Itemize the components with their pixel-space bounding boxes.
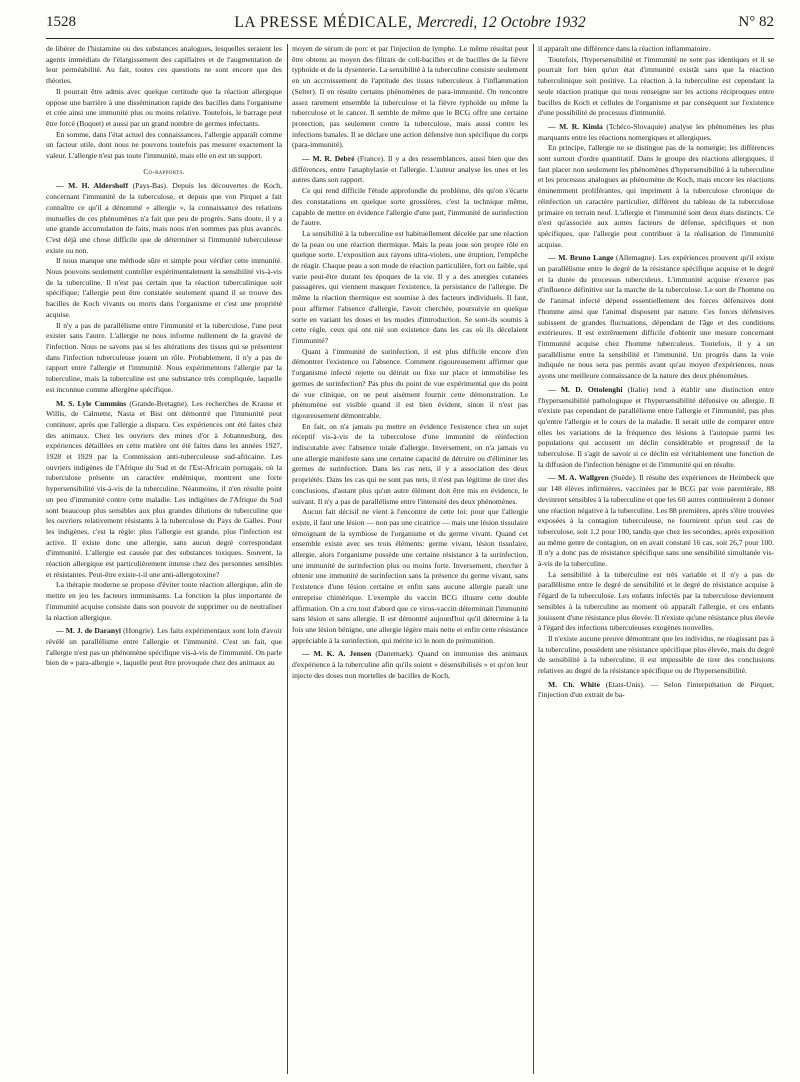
speaker-paragraph: [538, 680, 774, 701]
paragraph-text: Il pourrait être admis avec quelque certitude que la réaction allergique oppose une barrière à une dissémination rapide des bacilles dans l'organisme et crée ainsi une immunité plus ou moins relative. Toutefois, le barrage peut être forcé (Boquet) et aussi par un grand nombre de germes infectants.: [46, 86, 282, 128]
paragraph-text: Ce qui rend difficile l'étude approfondie du problème, dès qu'on s'écarte des constatations en quelque sorte grossières, c'est la technique même, capable de mettre en évidence l'allergie d'une part, l'immunité de surinfection de l'autre.: [292, 186, 528, 228]
speaker-paragraph: [46, 181, 282, 256]
issue-number: N° 82: [738, 14, 774, 30]
paragraph-text: (Tchéco-Slovaquie) analyse les phénomènes les plus marquants entre les réactions nomergiques et allergiques.: [538, 121, 774, 142]
column-rule: [533, 44, 534, 1074]
body-paragraph: [538, 570, 774, 634]
text-column-1: [46, 44, 282, 1074]
speaker-name: M. Ch. White: [548, 679, 600, 689]
paragraph-text: il apparaît une différence dans la réaction inflammatoire.: [538, 44, 711, 53]
paragraph-text: Il n'existe aucune preuve démontrant que les individus, ne réagissant pas à la tuberculine, possèdent une résistance spécifique plus élevée, mais du degré de sensibilité à la tuberculine, il est impossible de tirer des conclusions relatives au degré de la résistance spécifique ou de l'hypersensibilité.: [538, 633, 774, 676]
paragraph-text: (Suède). Il résulte des expériences de Heimbeck que sur 148 élèves infirmières, vaccinées par le BCG par voie parentérale, 88 devinrent sensibles à la tuberculine et que les 60 autres continuèrent à donner une réaction négative à la tuberculine. Les 88 premières, après s'être trouvées exposées à la contagion tuberculeuse, ne fournirent qu'un seul cas de tuberculose, soit 1,2 pour 100, tandis que chez les secondes, après exposition au même genre de contagion, on en avait constaté 16 cas, soit 26,7 pour 100. Il n'y a donc pas de résistance spécifique sans une sensibilité simultanée vis-à-vis de la tuberculine.: [538, 473, 774, 569]
body-paragraph: [292, 507, 528, 646]
speaker-name: — M. H. Aldershoff: [56, 181, 129, 191]
text-column-3: [538, 44, 774, 1074]
paragraph-text: Il n'y a pas de parallélisme entre l'immunité et la tuberculose, l'une peut exister sans l'autre. L'allergie ne nous informe nullement de la gravité de l'infection. Nous ne savons pas si les altérations des tissus qui se présentent dans l'infection tuberculeuse jouent un rôle. Probablement, il n'y a pas de rapport entre l'allergie et l'immunité. Nous expérimentons l'allergie par la tuberculine, mais la tuberculine est une substance très compliquée, laquelle est inconnue comme allergène spécifique.: [46, 320, 282, 394]
speaker-name: M. S. Lyle Cummins: [56, 398, 127, 408]
paragraph-text: (Italie) tend à établir une distinction entre l'hypersensibilité pathologique et l'hypersensibilité défensive ou allergie. Il n'existe pas cependant de parallélisme entre l'allergie et l'immunité, pas plus qu'entre l'allergie et le cours de la maladie. Il serait utile de comparer entre elles les variations de la fréquence des lésions à l'autopsie parmi les populations qui accusent un déclin considérable et progressif de la tuberculose. Il s'agit de savoir si ce déclin est véritablement une fonction de la diffusion de l'infection bénigne et de l'immunité qui en résulte.: [538, 384, 774, 469]
paragraph-text: de libérer de l'histamine ou des substances analogues, lesquelles seraient les agents immédiats de l'élargissement des capillaires et de l'augmentation de leur perméabilité. Au fait, toutes ces questions ne sont encore que des théories.: [46, 44, 282, 86]
body-paragraph: [292, 186, 528, 229]
paragraph-text: En fait, on n'a jamais pu mettre en évidence l'existence chez un sujet réceptif vis-à-vis de la tuberculose d'une immunité de réinfection indiscutable avec l'absence totale d'allergie. Inversement, on n'a jamais vu une allergie manifeste sans une certaine capacité de détruire ou d'éliminer les germes de surinfection. Dans les cas nets, il y a association des deux propriétés. Dans les cas qui ne sont pas nets, il n'est pas légitime de tirer des conclusions, d'autant plus qu'un autre élément doit être mis en évidence, le suivant. Il n'y a pas de parallélisme entre l'intensité des deux phénomènes.: [292, 421, 528, 506]
paragraph-text: (Allemagne). Les expériences prouvent qu'il existe un parallélisme entre le degré de la résistance spécifique acquise et le degré et la durée du processus tuberculeux. L'immunité acquise n'exerce pas d'influence définitive sur la marche de la tuberculose. Le sort de l'homme ou de l'animal infecté dépend essentiellement des forces défensives dont l'homme ainsi que l'animal disposent par nature. Ces forces défensives subissent de grandes fluctuations, dépendant de l'âge et des conditions extérieures. Il est extrêmement difficile d'obtenir une mesure concernant l'immunité acquise chez l'homme tuberculeux. Toutefois, il y a un parallélisme entre la sensibilité et l'immunité. Un progrès dans la voie indiquée ne nous sera pas permis avant qu'au moyen d'expériences, nous ayons une meilleure connaissance de la nature des deux phénomènes.: [538, 253, 774, 381]
body-paragraph: [46, 44, 282, 87]
speaker-paragraph: [538, 473, 774, 569]
paragraph-text: En principe, l'allergie ne se distingue pas de la nomergie; les différences sont surtout d'ordre quantitatif. Dans le groupe des réactions allergiques, il faut placer non seulement les phénomènes d'hypersensibilité à la tuberculine et les processus analogues au phénomène de Koch, mais encore les réactions éminemment proliférantes, qui impriment à la tuberculose chronique de réinfection un caractère particulier, différent du tableau de la tuberculose primaire en terrain neuf. L'allergie et l'immunité sont deux états distincts. Ce n'est qu'associée aux autres facteurs de défense, spécifiques et non spécifiques, que l'allergie peut contribuer à la réalisation de l'immunité acquise.: [538, 143, 774, 249]
body-paragraph: [538, 55, 774, 119]
body-paragraph: [292, 347, 528, 422]
speaker-name: — M. D. Ottolenghi: [548, 384, 623, 394]
body-paragraph: [292, 422, 528, 508]
paragraph-text: (Grande-Bretagne). Les recherches de Krause et Willis, de Calmette, Nasta et Bist ont démontré que l'immunité peut continuer, après que l'allergie a disparu. Ces expériences ont été faites chez des animaux. Chez les ouvriers des mines d'or à Johannesburg, des expériences détaillées en cette matière ont été faites dans les années 1927, 1928 et 1929 par la Commission anti-tuberculeuse sud-africaine. Les ouvriers indigènes de l'Afrique du Sud et de l'Est-Africain portugais, où la tuberculose présente un caractère endémique, montrent une forte hypersensibilité vis-à-vis de la tuberculine. Néanmoins, il n'en résulte point un peu d'immunité contre cette maladie. Les indigènes de l'Afrique du Sud sont beaucoup plus sensibles aux plus grandes dilutions de tuberculine que les ouvriers relativement résistants à la tuberculose du Pays de Galles. Pour les indigènes, c'est la règle: plus l'allergie est grande, plus l'infection est active. Il existe donc une allergie, sans aucun degré correspondant d'immunité. L'allergie est causée par des substances toxiques. Souvent, la réaction allergique est particulièrement intense chez des personnes sensibles et résistantes. Peut-être existe-t-il une anti-allergotoxine?: [46, 398, 282, 579]
paragraph-text: La sensibilité à la tuberculine est très variable et il n'y a pas de parallélisme entre le degré de sensibilité et le degré de résistance acquise à l'égard de la tuberculose. Les enfants infectés par la tuberculose deviennent sensibles à la tuberculine au moment où apparaît l'allergie, et ces enfants jouissent d'une résistance plus élevée. Il n'existe qu'une résistance plus élevée à l'égard des infections tuberculeuses exogènes nouvelles.: [538, 569, 774, 633]
text-column-2: [292, 44, 528, 1074]
paragraph-text: Toutefois, l'hypersensibilité et l'immunité ne sont pas identiques et il se pourrait fort bien qu'un état d'immunité existât sans que la réaction tuberculinique soit positive. La réaction à la tuberculine est cependant la seule réaction pratique qui nous renseigne sur les actions réciproques entre bacilles de Koch et cellules de l'organisme et par conséquent sur l'existence d'une possibilité de processus d'immunité.: [538, 54, 774, 118]
speaker-name: — M. R. Debré: [302, 154, 355, 164]
speaker-paragraph: [46, 626, 282, 669]
body-paragraph: [538, 634, 774, 677]
speaker-paragraph: [538, 122, 774, 143]
body-paragraph: [46, 256, 282, 320]
speaker-name: — M. J. de Daranyi: [56, 626, 121, 636]
paragraph-text: (Danemark). Quand on immunise des animaux d'expérience à la tuberculine afin qu'ils soient « désensibilisés » et qu'on leur injecte des doses non mortelles de bacilles de Koch,: [292, 649, 528, 680]
paragraph-text: Il nous manque une méthode sûre et simple pour vérifier cette immunité. Nous pouvons seulement contrôler expérimentalement la sensibilité vis-à-vis de la tuberculine. Il n'est pas certain que la réaction tuberculinique soit spécifique; l'allergie peut être constatée seulement quand il se trouve des bacilles de Koch vivants ou morts dans l'organisme et c'est une propriété acquise.: [46, 256, 282, 319]
paragraph-text: (Pays-Bas). Depuis les découvertes de Koch, concernant l'immunité de la tuberculose, et depuis que von Pirquet a fait connaître ce qu'il a dénommé « allergie », la connaissance des relations mutuelles de ces phénomènes n'a fait que peu de progrès. Sans doute, il y a une grande accumulation de faits, mais nous n'en sommes pas plus avancés. C'est déjà une chose difficile que de déterminer si l'immunité tuberculeuse existe ou non.: [46, 181, 282, 255]
paragraph-text: La sensibilité à la tuberculine est habituellement décelée par une réaction de la peau ou une réaction thermique. Mais la peau joue son propre rôle en quelque sorte. L'exposition aux rayons ultra-violets, une éruption, l'empêche de réagir. Chaque peau a son mode de réaction particulière, fort ou faible, qui varie peut-être durant les époques de la vie. Il y a des anergies cutanées passagères, qui viennent masquer l'existence, la persistance de l'allergie. De même la réaction thermique est soumise à des facteurs individuels. Il faut, pour affirmer l'absence d'allergie, l'avoir cherchée, poursuivie en quelque sorte en variant les doses et les modes d'introduction. Se sont-ils soumis à cette règle, ceux qui ont nié son existence dans les cas où ils décelaient l'immunité?: [292, 228, 528, 345]
speaker-name: — M. R. Kimla: [548, 121, 603, 131]
body-paragraph: [46, 130, 282, 162]
body-paragraph: [538, 44, 774, 55]
speaker-paragraph: [538, 385, 774, 471]
body-paragraph: [538, 143, 774, 250]
body-paragraph: [292, 229, 528, 347]
paragraph-text: Aucun fait décisif ne vient à l'encontre de cette loi: pour que l'allergie existe, il faut une lésion — non pas une cicatrice — mais une lésion tissulaire témoignant de la symbiose de l'organisme et du germe vivant. Quand cet ensemble existe avec ses trois éléments: germe vivant, lésion tissulaire, allergie, alors l'organisme possède une certaine résistance à la surinfection, une immunité de surinfection plus ou moins forte. Inversement, chercher à obtenir une immunité de surinfection sans la présence du germe vivant, sans l'existence d'une lésion certaine et enfin sans aucune allergie paraît une entreprise chimérique. L'exemple du vaccin BCG illustre cette double affirmation. On a cru tout d'abord que ce virus-vaccin déterminait l'immunité sans lésion et sans allergie. Il est démontré aujourd'hui qu'il détermine à la fois une lésion bénigne, une allergie légère mais nette et enfin cette résistance appréciable à la surinfection, qui mérite ici le nom de prémunition.: [292, 507, 528, 645]
paragraph-text: (Hongrie). Les faits expérimentaux sont loin d'avoir révélé un parallélisme entre l'allergie et l'immunité. C'est un fait, que l'allergie n'est pas un phénomène spécifique vis-à-vis de l'immunité. On parle bien de « para-allergie », laquelle peut être provoquée chez des animaux au: [46, 626, 282, 668]
section-subheading: Co-rapports.: [143, 167, 185, 176]
paragraph-text: Quant à l'immunité de surinfection, il est plus difficile encore d'en démontrer l'existence ou l'absence. Comment rigoureusement affirmer que l'organisme infecté rejette ou détruit ou fixe sur place et immobilise les germes de surinfection? Pas plus du point de vue expérimental que du point de vue clinique, on ne peut aisément fournir cette démonstration. Le phénomène est visible quand il est bien évident, sinon il n'est pas rigoureusement démontrable.: [292, 346, 528, 420]
speaker-name: — M. K. A. Jensen: [302, 649, 372, 659]
page-number: 1528: [46, 14, 76, 30]
paragraph-text: moyen de sérum de porc et par l'injection de lymphe. Le même résultat peut être obtenu au moyen des filtrats de coli-bacilles et de bacilles de la fièvre typhoïde et de la dysenterie. La sensibilité à la tuberculine consiste seulement en un accroissement de l'aptitude des tissus tuberculeux à l'inflammation (Selter). Il en résulte certains phénomènes de para-immunité. On rencontre assez rarement ensemble la tuberculose et la fièvre typhoïde ou même la tuberculose et le cancer. Il semble de même que le BCG offre une certaine protection, pas seulement contre la tuberculose, mais aussi contre les infections banales. Il se déclare une action défensive non spécifique du corps (para-immunité).: [292, 44, 528, 150]
journal-title: LA PRESSE MÉDICALE,: [234, 14, 413, 31]
speaker-paragraph: [46, 399, 282, 581]
body-paragraph: [292, 44, 528, 151]
paragraph-text: (France). Il y a des ressemblances, aussi bien que des différences, entre l'anaphylaxie et l'allergie. L'auteur analyse les unes et les autres dans son rapport.: [292, 154, 528, 185]
paragraph-text: (Etats-Unis). — Selon l'interprétation de Pirquet, l'injection d'un extrait de ba-: [538, 679, 774, 700]
issue-date: Mercredi, 12 Octobre 1932: [416, 14, 586, 31]
page-header: [46, 14, 774, 39]
speaker-paragraph: [538, 253, 774, 381]
body-paragraph: [46, 580, 282, 623]
body-paragraph: [46, 87, 282, 130]
body-paragraph: [46, 321, 282, 396]
column-rule: [287, 44, 288, 1074]
paragraph-text: La thérapie moderne se propose d'éviter toute réaction allergique, afin de mettre en jeu les facteurs immunisants. La fonction la plus importante de l'immunité acquise consiste dans son pouvoir de supprimer ou de neutraliser la réaction allergique.: [46, 580, 282, 622]
running-title: [46, 14, 774, 32]
article-body: [46, 44, 774, 1074]
paragraph-text: En somme, dans l'état actuel des connaissances, l'allergie apparaît comme un facteur utile, dont nous ne pouvons toutefois pas mesurer exactement la valeur. L'allergie n'est pas toute l'immunité, mais elle en est un support.: [46, 129, 282, 161]
speaker-paragraph: [292, 154, 528, 186]
speaker-paragraph: [292, 649, 528, 681]
speaker-name: — M. A. Wallgren: [548, 473, 609, 483]
speaker-name: — M. Bruno Lange: [548, 253, 614, 263]
